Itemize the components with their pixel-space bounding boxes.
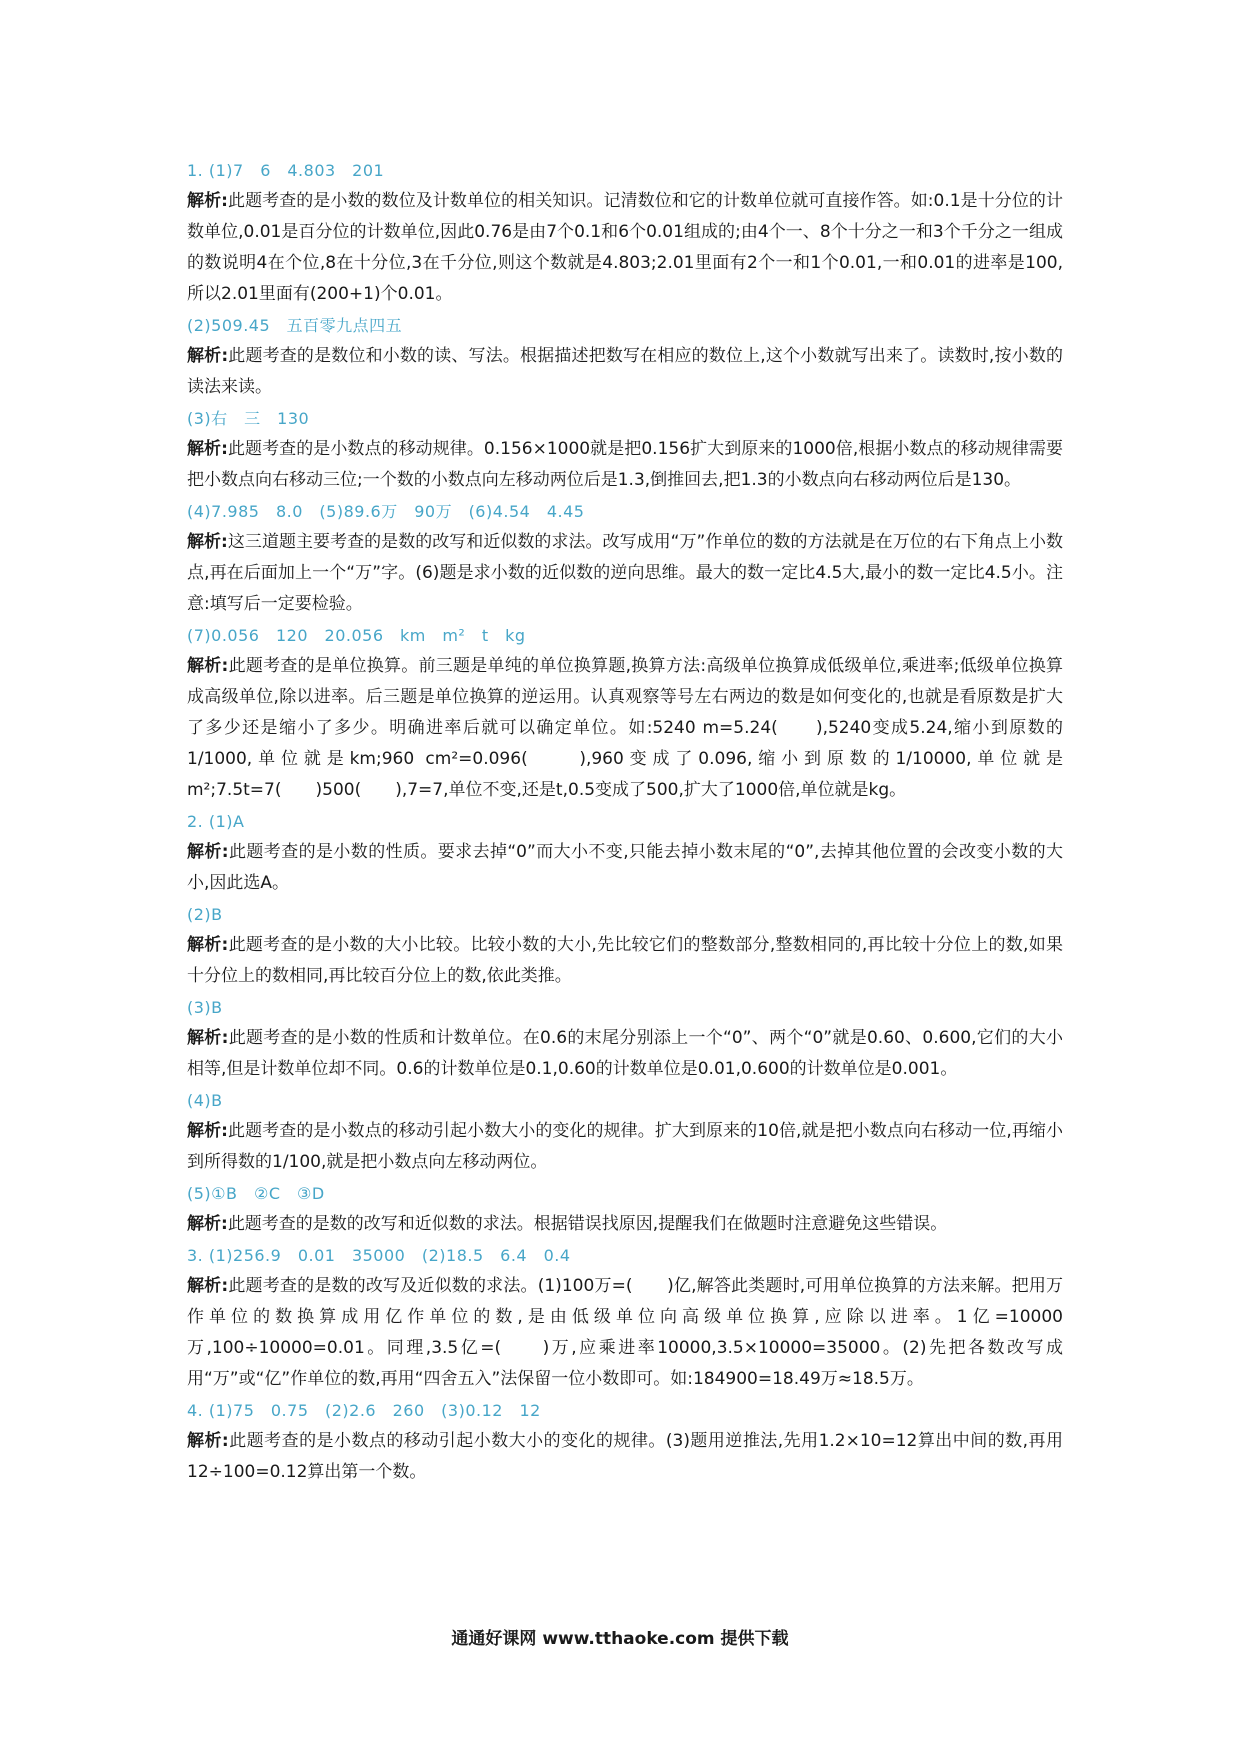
explanation-paragraph (187, 1426, 1063, 1488)
explanation-label: 解析: (187, 1431, 229, 1451)
explanation-label: 解析: (187, 1121, 228, 1141)
explanation-text: 此题考查的是小数的数位及计数单位的相关知识。记清数位和它的计数单位就可直接作答。如:0.1是十分位的计数单位,0.01是百分位的计数单位,因此0.76是由7个0.1和6个0.01组成的;由4个一、8个十分之一和3个千分之一组成的数说明4在个位,8在十分位,3在千分位,则这个数就是4.803;2.01里面有2个一和1个0.01,一和0.01的进率是100,所以2.01里面有(200+1)个0.01。 (187, 191, 1063, 304)
explanation-paragraph (187, 930, 1063, 992)
explanation-text: 此题考查的是小数点的移动引起小数大小的变化的规律。扩大到原来的10倍,就是把小数点向右移动一位,再缩小到所得数的1/100,就是把小数点向左移动两位。 (187, 1121, 1063, 1172)
explanation-label: 解析: (187, 656, 229, 676)
explanation-label: 解析: (187, 532, 228, 552)
answer-line: 1. (1)7 6 4.803 201 (187, 161, 385, 180)
answer-line: (7)0.056 120 20.056 km m² t kg (187, 626, 526, 645)
explanation-text: 此题考查的是小数的大小比较。比较小数的大小,先比较它们的整数部分,整数相同的,再比较十分位上的数,如果十分位上的数相同,再比较百分位上的数,依此类推。 (187, 935, 1063, 986)
explanation-paragraph (187, 837, 1063, 899)
answer-content (187, 155, 1063, 1488)
explanation-label: 解析: (187, 1028, 229, 1048)
explanation-text: 此题考查的是单位换算。前三题是单纯的单位换算题,换算方法:高级单位换算成低级单位,乘进率;低级单位换算成高级单位,除以进率。后三题是单位换算的逆运用。认真观察等号左右两边的数是如何变化的,也就是看原数是扩大了多少还是缩小了多少。明确进率后就可以确定单位。如:5240 m=5.24( ),5240变成5.24,缩小到原数的1/1000,单位就是km;960 cm²=0.096( ),960变成了0.096,缩小到原数的1/10000,单位就是m²;7.5t=7( )500( ),7=7,单位不变,还是t,0.5变成了500,扩大了1000倍,单位就是kg。 (187, 656, 1063, 800)
explanation-text: 此题考查的是小数点的移动引起小数大小的变化的规律。(3)题用逆推法,先用1.2×10=12算出中间的数,再用12÷100=0.12算出第一个数。 (187, 1431, 1063, 1482)
explanation-label: 解析: (187, 1214, 228, 1234)
answer-line: (4)7.985 8.0 (5)89.6万 90万 (6)4.54 4.45 (187, 502, 585, 521)
explanation-paragraph (187, 1023, 1063, 1085)
explanation-text: 此题考查的是数的改写及近似数的求法。(1)100万=( )亿,解答此类题时,可用单位换算的方法来解。把用万作单位的数换算成用亿作单位的数,是由低级单位向高级单位换算,应除以进率。1亿=10000万,100÷10000=0.01。同理,3.5亿=( )万,应乘进率10000,3.5×10000=35000。(2)先把各数改写成用“万”或“亿”作单位的数,再用“四舍五入”法保留一位小数即可。如:184900=18.49万≈18.5万。 (187, 1276, 1064, 1389)
explanation-text: 此题考查的是数的改写和近似数的求法。根据错误找原因,提醒我们在做题时注意避免这些错误。 (227, 1214, 948, 1234)
explanation-text: 这三道题主要考查的是数的改写和近似数的求法。改写成用“万”作单位的数的方法就是在万位的右下角点上小数点,再在后面加上一个“万”字。(6)题是求小数的近似数的逆向思维。最大的数一定比4.5大,最小的数一定比4.5小。注意:填写后一定要检验。 (187, 532, 1063, 614)
explanation-text: 此题考查的是数位和小数的读、写法。根据描述把数写在相应的数位上,这个小数就写出来了。读数时,按小数的读法来读。 (187, 346, 1063, 397)
explanation-text: 此题考查的是小数的性质。要求去掉“0”而大小不变,只能去掉小数末尾的“0”,去掉其他位置的会改变小数的大小,因此选A。 (187, 842, 1063, 893)
explanation-paragraph (187, 186, 1063, 310)
answer-line: (3)右 三 130 (187, 409, 310, 428)
answer-line: (3)B (187, 998, 223, 1017)
answer-line: (4)B (187, 1091, 223, 1110)
explanation-paragraph (187, 527, 1063, 620)
explanation-text: 此题考查的是小数点的移动规律。0.156×1000就是把0.156扩大到原来的1000倍,根据小数点的移动规律需要把小数点向右移动三位;一个数的小数点向左移动两位后是1.3,倒推回去,把1.3的小数点向右移动两位后是130。 (187, 439, 1063, 490)
answer-line: (2)509.45 五百零九点四五 (187, 316, 403, 335)
explanation-paragraph (187, 341, 1063, 403)
explanation-paragraph (187, 1116, 1063, 1178)
explanation-paragraph (187, 434, 1063, 496)
explanation-label: 解析: (187, 842, 229, 862)
explanation-paragraph (187, 1271, 1063, 1395)
explanation-label: 解析: (187, 935, 229, 955)
answer-line: 4. (1)75 0.75 (2)2.6 260 (3)0.12 12 (187, 1401, 541, 1420)
explanation-paragraph (187, 1209, 1063, 1240)
answer-line: (2)B (187, 905, 223, 924)
explanation-label: 解析: (187, 191, 228, 211)
explanation-label: 解析: (187, 346, 229, 366)
explanation-paragraph (187, 651, 1063, 806)
explanation-label: 解析: (187, 439, 228, 459)
page-footer: 通通好课网 www.tthaoke.com 提供下载 (451, 1629, 789, 1649)
answer-line: 2. (1)A (187, 812, 245, 831)
answer-line: 3. (1)256.9 0.01 35000 (2)18.5 6.4 0.4 (187, 1246, 571, 1265)
explanation-label: 解析: (187, 1276, 229, 1296)
explanation-text: 此题考查的是小数的性质和计数单位。在0.6的末尾分别添上一个“0”、两个“0”就是0.60、0.600,它们的大小相等,但是计数单位却不同。0.6的计数单位是0.1,0.60的计数单位是0.01,0.600的计数单位是0.001。 (187, 1028, 1063, 1079)
answer-line: (5)①B ②C ③D (187, 1184, 325, 1203)
